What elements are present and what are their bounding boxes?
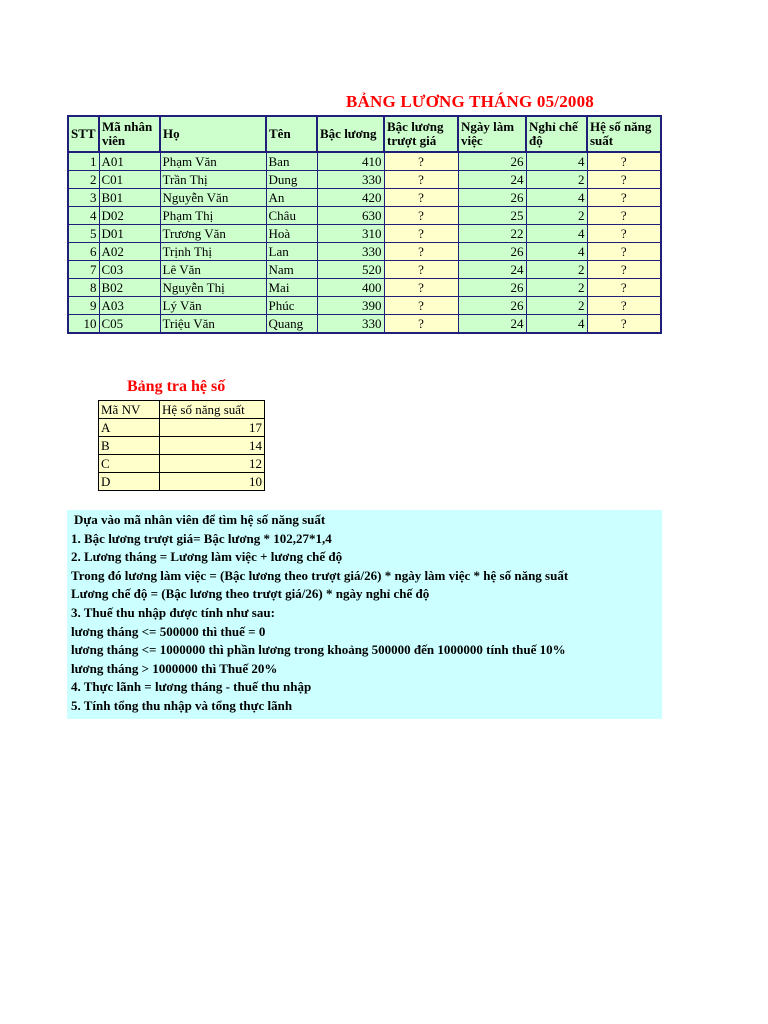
- cell-ten[interactable]: Hoà: [266, 225, 317, 243]
- cell-bac-luong-truot-gia[interactable]: ?: [384, 207, 458, 225]
- cell-bac-luong[interactable]: 410: [317, 152, 384, 171]
- cell-bac-luong[interactable]: 630: [317, 207, 384, 225]
- header-bac-luong[interactable]: Bậc lương: [317, 116, 384, 152]
- cell-ngay-lam-viec[interactable]: 26: [458, 189, 526, 207]
- cell-bac-luong[interactable]: 330: [317, 243, 384, 261]
- cell-ten[interactable]: Phúc: [266, 297, 317, 315]
- cell-ho[interactable]: Trương Văn: [160, 225, 266, 243]
- instruction-line: 2. Lương tháng = Lương làm việc + lương chế độ: [71, 549, 343, 565]
- lookup-cell-he-so[interactable]: 17: [160, 419, 265, 437]
- header-bac-luong-truot-gia[interactable]: Bậc lương trượt giá: [384, 116, 458, 152]
- instruction-line: 5. Tính tổng thu nhập và tổng thực lãnh: [71, 697, 293, 713]
- cell-bac-luong-truot-gia[interactable]: ?: [384, 152, 458, 171]
- cell-ho[interactable]: Nguyễn Thị: [160, 279, 266, 297]
- lookup-cell-ma-nv[interactable]: A: [99, 419, 160, 437]
- cell-stt[interactable]: 10: [68, 315, 99, 334]
- cell-ngay-lam-viec[interactable]: 26: [458, 243, 526, 261]
- cell-ho[interactable]: Trịnh Thị: [160, 243, 266, 261]
- cell-bac-luong[interactable]: 520: [317, 261, 384, 279]
- cell-he-so-nang-suat[interactable]: ?: [587, 315, 661, 334]
- cell-ngay-lam-viec[interactable]: 24: [458, 171, 526, 189]
- instruction-line: lương tháng <= 1000000 thì phần lương trong khoảng 500000 đến 1000000 tính thuế 10%: [71, 642, 566, 658]
- cell-stt[interactable]: 9: [68, 297, 99, 315]
- salary-body: [68, 152, 661, 333]
- cell-bac-luong-truot-gia[interactable]: ?: [384, 171, 458, 189]
- table-row: [68, 225, 661, 243]
- cell-nghi-che-do[interactable]: 2: [526, 207, 587, 225]
- lookup-cell-he-so[interactable]: 10: [160, 473, 265, 491]
- cell-ho[interactable]: Nguyễn Văn: [160, 189, 266, 207]
- cell-nghi-che-do[interactable]: 4: [526, 315, 587, 334]
- cell-ten[interactable]: Quang: [266, 315, 317, 334]
- header-ngay-lam-viec[interactable]: Ngày làm việc: [458, 116, 526, 152]
- cell-nghi-che-do[interactable]: 4: [526, 189, 587, 207]
- cell-he-so-nang-suat[interactable]: ?: [587, 171, 661, 189]
- cell-ngay-lam-viec[interactable]: 24: [458, 261, 526, 279]
- cell-nghi-che-do[interactable]: 2: [526, 171, 587, 189]
- lookup-table: [98, 400, 265, 491]
- cell-he-so-nang-suat[interactable]: ?: [587, 243, 661, 261]
- lookup-row: [99, 455, 265, 473]
- cell-ngay-lam-viec[interactable]: 24: [458, 315, 526, 334]
- cell-bac-luong-truot-gia[interactable]: ?: [384, 243, 458, 261]
- instruction-line: Lương chế độ = (Bậc lương theo trượt giá/26) * ngày nghỉ chế độ: [71, 586, 430, 602]
- cell-ho[interactable]: Trần Thị: [160, 171, 266, 189]
- cell-stt[interactable]: 6: [68, 243, 99, 261]
- cell-he-so-nang-suat[interactable]: ?: [587, 207, 661, 225]
- cell-stt[interactable]: 2: [68, 171, 99, 189]
- cell-nghi-che-do[interactable]: 4: [526, 152, 587, 171]
- lookup-title: Bảng tra hệ số: [127, 378, 226, 395]
- cell-he-so-nang-suat[interactable]: ?: [587, 225, 661, 243]
- table-row: [68, 189, 661, 207]
- cell-bac-luong-truot-gia[interactable]: ?: [384, 189, 458, 207]
- cell-stt[interactable]: 1: [68, 152, 99, 171]
- table-row: [68, 243, 661, 261]
- header-ho[interactable]: Họ: [160, 116, 266, 152]
- salary-table: [67, 115, 662, 334]
- cell-bac-luong[interactable]: 310: [317, 225, 384, 243]
- cell-nghi-che-do[interactable]: 2: [526, 261, 587, 279]
- cell-ten[interactable]: Nam: [266, 261, 317, 279]
- instruction-line: lương tháng > 1000000 thì Thuế 20%: [71, 660, 278, 676]
- cell-stt[interactable]: 5: [68, 225, 99, 243]
- lookup-row: [99, 419, 265, 437]
- cell-nghi-che-do[interactable]: 4: [526, 243, 587, 261]
- instruction-line: 1. Bậc lương trượt giá= Bậc lương * 102,27*1,4: [71, 530, 332, 546]
- cell-ho[interactable]: Triệu Văn: [160, 315, 266, 334]
- table-row: [68, 261, 661, 279]
- lookup-row: [99, 437, 265, 455]
- cell-bac-luong[interactable]: 390: [317, 297, 384, 315]
- salary-header-row: [68, 116, 661, 152]
- instruction-line: 3. Thuế thu nhập được tính như sau:: [71, 604, 275, 620]
- header-nghi-che-do[interactable]: Nghỉ chế độ: [526, 116, 587, 152]
- cell-ma-nhan-vien[interactable]: B01: [99, 189, 160, 207]
- cell-ma-nhan-vien[interactable]: C01: [99, 171, 160, 189]
- cell-ma-nhan-vien[interactable]: A03: [99, 297, 160, 315]
- cell-ngay-lam-viec[interactable]: 25: [458, 207, 526, 225]
- table-row: [68, 171, 661, 189]
- cell-ten[interactable]: Mai: [266, 279, 317, 297]
- cell-stt[interactable]: 3: [68, 189, 99, 207]
- instruction-line: lương tháng <= 500000 thì thuế = 0: [71, 623, 266, 639]
- cell-stt[interactable]: 4: [68, 207, 99, 225]
- cell-he-so-nang-suat[interactable]: ?: [587, 261, 661, 279]
- table-row: [68, 152, 661, 171]
- lookup-cell-ma-nv[interactable]: C: [99, 455, 160, 473]
- cell-bac-luong[interactable]: 330: [317, 315, 384, 334]
- cell-ten[interactable]: An: [266, 189, 317, 207]
- lookup-cell-ma-nv[interactable]: D: [99, 473, 160, 491]
- cell-ma-nhan-vien[interactable]: D02: [99, 207, 160, 225]
- lookup-header-ma-nv[interactable]: Mã NV: [99, 401, 160, 419]
- cell-he-so-nang-suat[interactable]: ?: [587, 279, 661, 297]
- cell-ten[interactable]: Dung: [266, 171, 317, 189]
- cell-bac-luong[interactable]: 420: [317, 189, 384, 207]
- cell-ten[interactable]: Châu: [266, 207, 317, 225]
- lookup-body: [99, 419, 265, 491]
- cell-bac-luong[interactable]: 400: [317, 279, 384, 297]
- instruction-line: Dựa vào mã nhân viên để tìm hệ số năng suất: [74, 512, 326, 527]
- cell-ma-nhan-vien[interactable]: A02: [99, 243, 160, 261]
- cell-he-so-nang-suat[interactable]: ?: [587, 152, 661, 171]
- cell-stt[interactable]: 7: [68, 261, 99, 279]
- cell-ngay-lam-viec[interactable]: 26: [458, 297, 526, 315]
- cell-ten[interactable]: Ban: [266, 152, 317, 171]
- cell-ma-nhan-vien[interactable]: A01: [99, 152, 160, 171]
- header-ma-nhan-vien[interactable]: Mã nhân viên: [99, 116, 160, 152]
- cell-ngay-lam-viec[interactable]: 26: [458, 152, 526, 171]
- header-stt[interactable]: STT: [68, 116, 99, 152]
- sheet-title: BẢNG LƯƠNG THÁNG 05/2008: [345, 92, 594, 111]
- lookup-cell-he-so[interactable]: 14: [160, 437, 265, 455]
- lookup-header-he-so[interactable]: Hệ số năng suất: [160, 401, 265, 419]
- cell-he-so-nang-suat[interactable]: ?: [587, 297, 661, 315]
- cell-ngay-lam-viec[interactable]: 26: [458, 279, 526, 297]
- header-ten[interactable]: Tên: [266, 116, 317, 152]
- cell-ma-nhan-vien[interactable]: B02: [99, 279, 160, 297]
- table-row: [68, 315, 661, 334]
- table-row: [68, 207, 661, 225]
- cell-nghi-che-do[interactable]: 4: [526, 225, 587, 243]
- cell-bac-luong-truot-gia[interactable]: ?: [384, 279, 458, 297]
- table-row: [68, 297, 661, 315]
- cell-bac-luong-truot-gia[interactable]: ?: [384, 225, 458, 243]
- cell-he-so-nang-suat[interactable]: ?: [587, 189, 661, 207]
- cell-ho[interactable]: Phạm Thị: [160, 207, 266, 225]
- cell-ho[interactable]: Phạm Văn: [160, 152, 266, 171]
- cell-ho[interactable]: Lý Văn: [160, 297, 266, 315]
- cell-bac-luong-truot-gia[interactable]: ?: [384, 261, 458, 279]
- lookup-row: [99, 473, 265, 491]
- lookup-cell-ma-nv[interactable]: B: [99, 437, 160, 455]
- instructions-panel[interactable]: [67, 510, 662, 719]
- cell-ngay-lam-viec[interactable]: 22: [458, 225, 526, 243]
- table-row: [68, 279, 661, 297]
- cell-nghi-che-do[interactable]: 2: [526, 297, 587, 315]
- cell-stt[interactable]: 8: [68, 279, 99, 297]
- cell-ma-nhan-vien[interactable]: C03: [99, 261, 160, 279]
- cell-ten[interactable]: Lan: [266, 243, 317, 261]
- instruction-line: 4. Thực lãnh = lương tháng - thuế thu nhập: [71, 679, 312, 695]
- lookup-header-row: [99, 401, 265, 419]
- cell-ma-nhan-vien[interactable]: D01: [99, 225, 160, 243]
- cell-ma-nhan-vien[interactable]: C05: [99, 315, 160, 334]
- cell-bac-luong-truot-gia[interactable]: ?: [384, 297, 458, 315]
- header-he-so-nang-suat[interactable]: Hệ số năng suất: [587, 116, 661, 152]
- lookup-cell-he-so[interactable]: 12: [160, 455, 265, 473]
- cell-bac-luong-truot-gia[interactable]: ?: [384, 315, 458, 334]
- instruction-line: Trong đó lương làm việc = (Bậc lương theo trượt giá/26) * ngày làm việc * hệ số năng suất: [71, 567, 569, 583]
- cell-bac-luong[interactable]: 330: [317, 171, 384, 189]
- cell-ho[interactable]: Lê Văn: [160, 261, 266, 279]
- cell-nghi-che-do[interactable]: 2: [526, 279, 587, 297]
